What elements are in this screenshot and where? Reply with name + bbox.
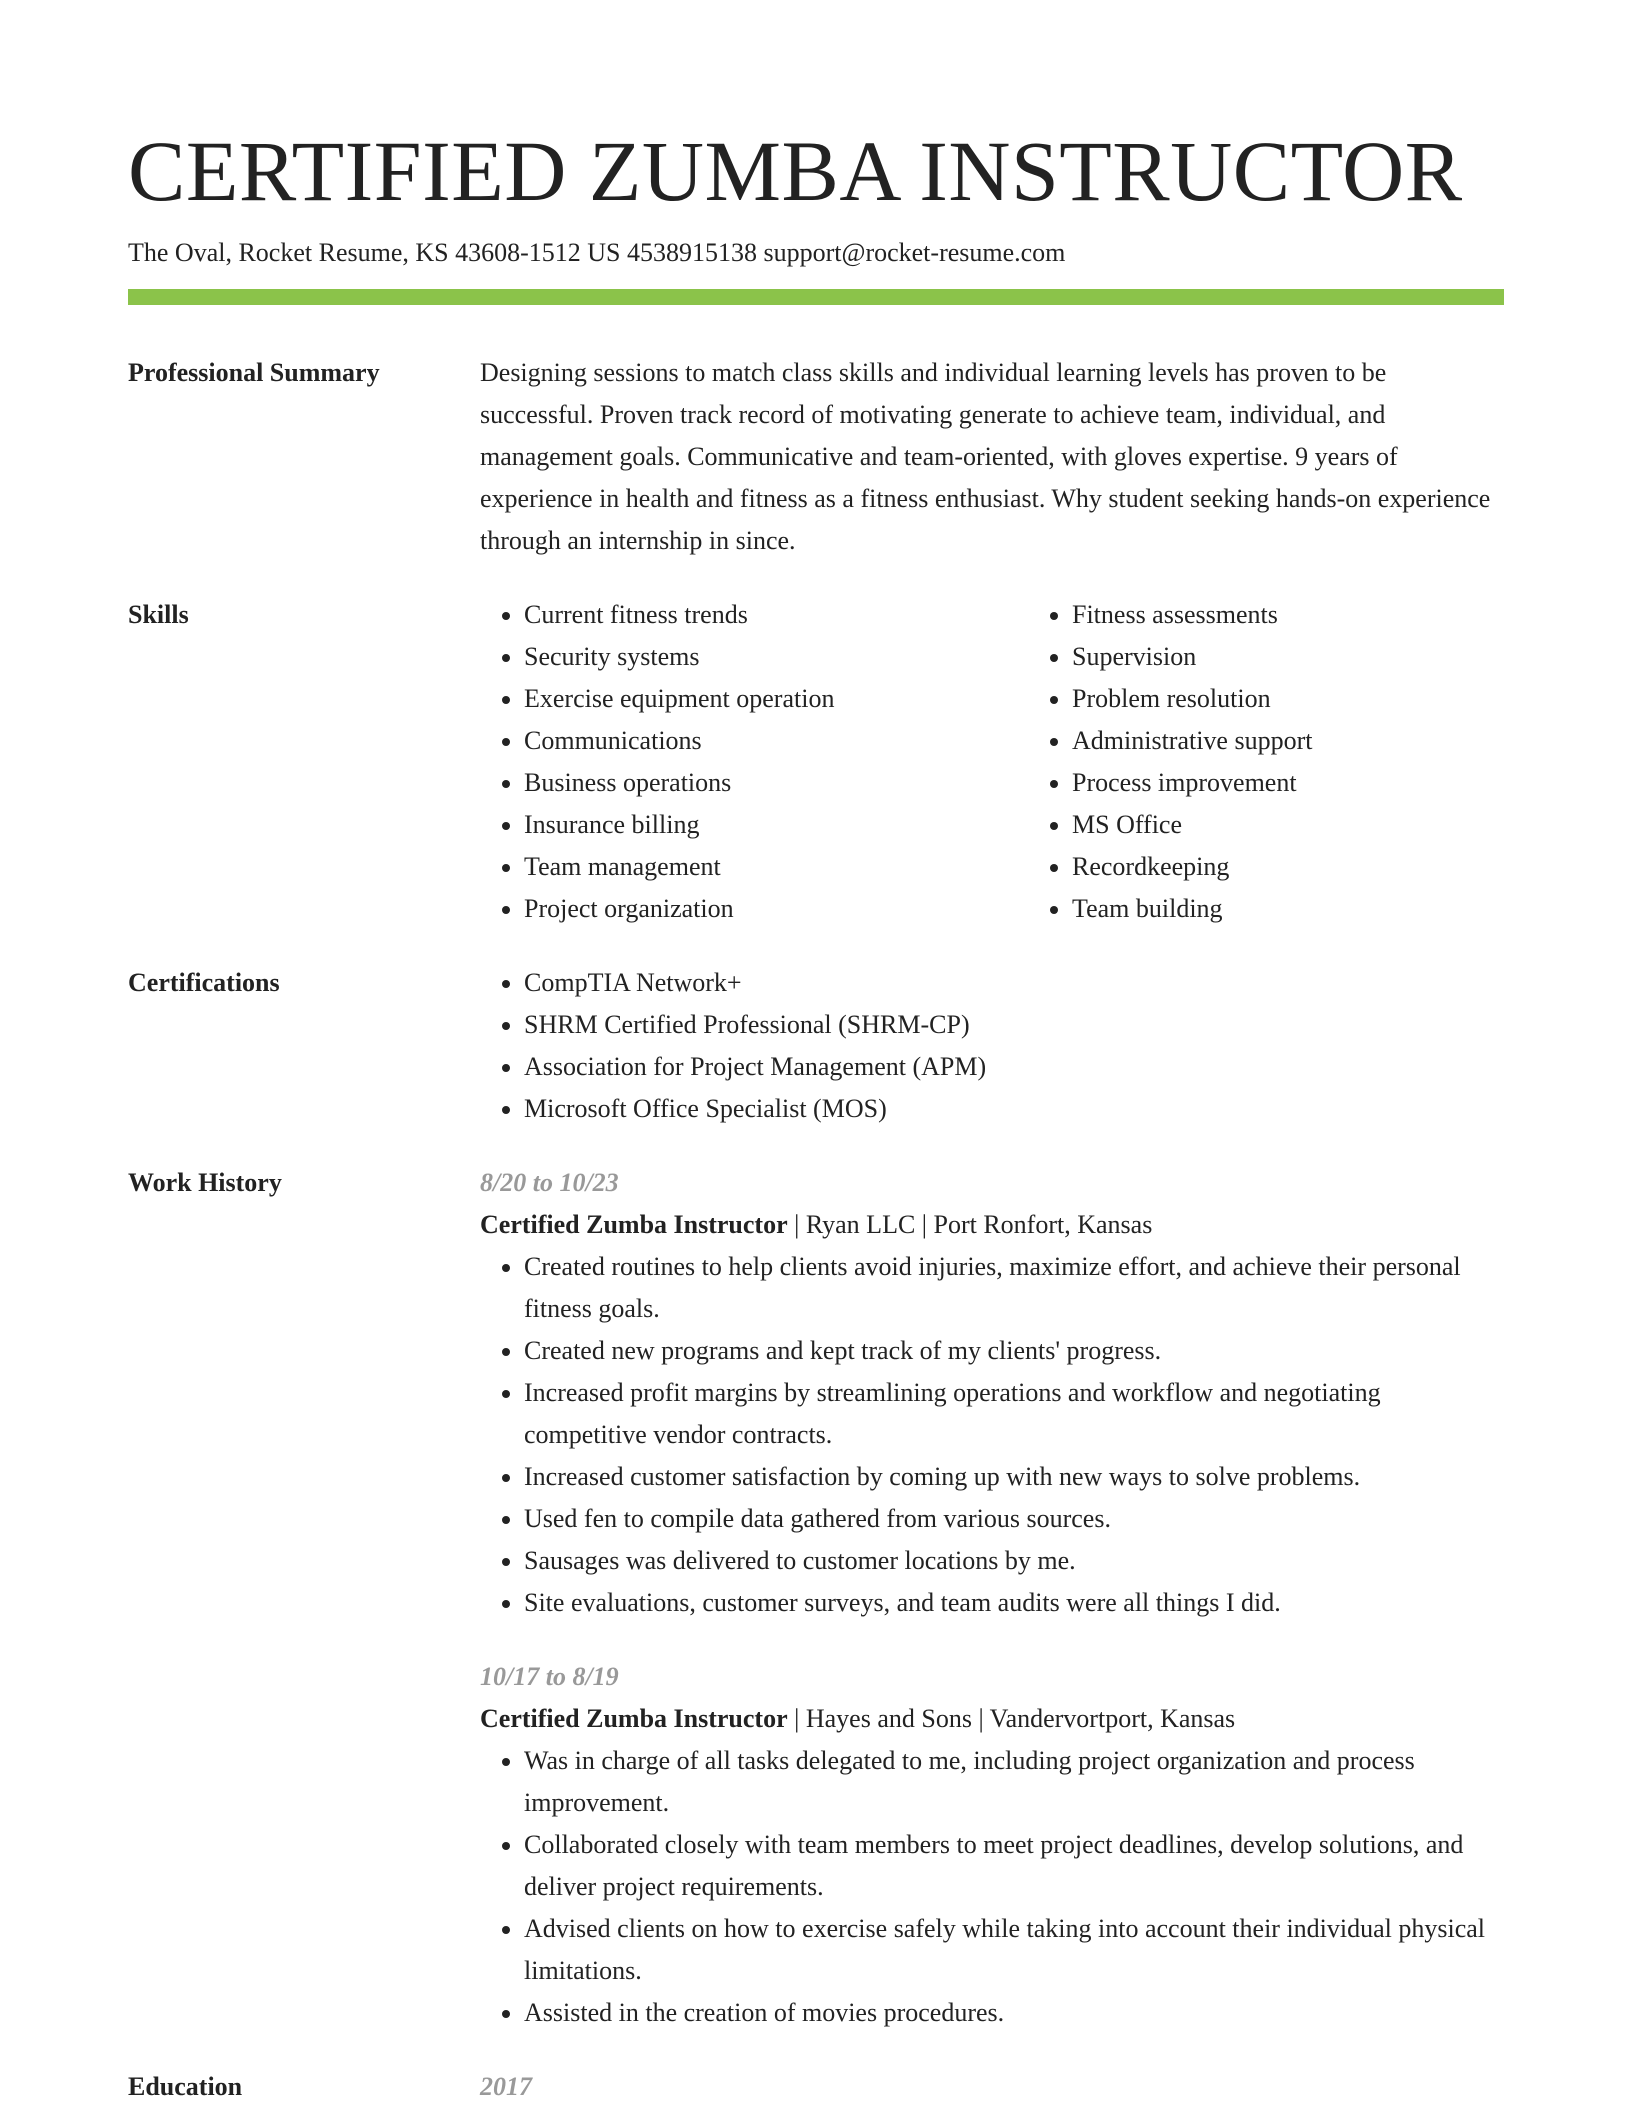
contact-line: The Oval, Rocket Resume, KS 43608-1512 US 4538915138 support@rocket-resume.com (128, 238, 1066, 267)
education-year: 2017 (480, 2072, 532, 2101)
skills-list-left (480, 594, 1028, 930)
summary-text: Designing sessions to match class skills and individual learning levels has proven to be successful. Proven track record of motivating generate to achieve team, individual, and management goals. Communicative and team-oriented, with gloves expertise. 9 years of experience in health and fitness as a fitness enthusiast. Why student seeking hands-on experience through an internship in since. (480, 358, 1491, 555)
job-bullet: • Collaborated closely with team members to meet project deadlines, develop solutions, and deliver project requirements. (524, 1824, 1504, 1908)
job-title-line (480, 1698, 1504, 1740)
skills-section (128, 594, 1504, 930)
accent-divider (128, 289, 1504, 305)
certifications-section (128, 962, 1504, 1130)
job-dates: 10/17 to 8/19 (480, 1662, 619, 1691)
job-bullet: • Created new programs and kept track of my clients' progress. (524, 1330, 1504, 1372)
job-bullet: • Created routines to help clients avoid injuries, maximize effort, and achieve their personal fitness goals. (524, 1246, 1504, 1330)
job-bullet: • Site evaluations, customer surveys, and team audits were all things I did. (524, 1582, 1504, 1624)
job-bullet: • Advised clients on how to exercise safely while taking into account their individual physical limitations. (524, 1908, 1504, 1992)
job-title: Certified Zumba Instructor (480, 1210, 788, 1239)
skills-body (480, 594, 1576, 930)
summary-body (480, 352, 1504, 562)
job-bullets (480, 1246, 1504, 1624)
skill-item: • Exercise equipment operation (524, 678, 1028, 720)
job-dates: 8/20 to 10/23 (480, 1168, 619, 1197)
job-entry (480, 1162, 1504, 1624)
skill-item: • Security systems (524, 636, 1028, 678)
skill-item: • Problem resolution (1072, 678, 1576, 720)
job-bullet: • Used fen to compile data gathered from various sources. (524, 1498, 1504, 1540)
summary-section (128, 352, 1504, 562)
work-history-heading: Work History (128, 1168, 282, 1197)
skill-item: • Process improvement (1072, 762, 1576, 804)
skill-item: • Project organization (524, 888, 1028, 930)
resume-page (128, 0, 1504, 2108)
job-bullet: • Increased profit margins by streamlining operations and workflow and negotiating competitive vendor contracts. (524, 1372, 1504, 1456)
work-history-body (480, 1162, 1504, 2034)
work-history-section (128, 1162, 1504, 2034)
job-entry (480, 1656, 1504, 2034)
resume-name-heading: CERTIFIED ZUMBA INSTRUCTOR (128, 123, 1463, 219)
certifications-list (480, 962, 1504, 1130)
skill-item: • Team management (524, 846, 1028, 888)
job-bullet: • Was in charge of all tasks delegated to me, including project organization and process improvement. (524, 1740, 1504, 1824)
skill-item: • MS Office (1072, 804, 1576, 846)
job-bullet: • Assisted in the creation of movies procedures. (524, 1992, 1504, 2034)
skill-item: • Business operations (524, 762, 1028, 804)
job-company-location: | Hayes and Sons | Vandervortport, Kansas (787, 1704, 1236, 1733)
certification-item: • SHRM Certified Professional (SHRM-CP) (524, 1004, 1504, 1046)
skill-item: • Recordkeeping (1072, 846, 1576, 888)
job-title-line (480, 1204, 1504, 1246)
job-bullet: • Increased customer satisfaction by coming up with new ways to solve problems. (524, 1456, 1504, 1498)
summary-heading: Professional Summary (128, 358, 380, 387)
certification-item: • CompTIA Network+ (524, 962, 1504, 1004)
education-section (128, 2066, 1504, 2108)
certifications-heading: Certifications (128, 968, 280, 997)
certification-item: • Microsoft Office Specialist (MOS) (524, 1088, 1504, 1130)
skills-heading: Skills (128, 600, 189, 629)
skill-item: • Administrative support (1072, 720, 1576, 762)
skill-item: • Supervision (1072, 636, 1576, 678)
job-company-location: | Ryan LLC | Port Ronfort, Kansas (787, 1210, 1153, 1239)
job-bullets (480, 1740, 1504, 2034)
certifications-body (480, 962, 1504, 1130)
skill-item: • Communications (524, 720, 1028, 762)
skill-item: • Team building (1072, 888, 1576, 930)
job-bullet: • Sausages was delivered to customer locations by me. (524, 1540, 1504, 1582)
skills-list-right (1028, 594, 1576, 930)
skill-item: • Current fitness trends (524, 594, 1028, 636)
skill-item: • Insurance billing (524, 804, 1028, 846)
certification-item: • Association for Project Management (APM) (524, 1046, 1504, 1088)
education-body (480, 2066, 1504, 2108)
skill-item: • Fitness assessments (1072, 594, 1576, 636)
job-title: Certified Zumba Instructor (480, 1704, 788, 1733)
education-heading: Education (128, 2072, 243, 2101)
